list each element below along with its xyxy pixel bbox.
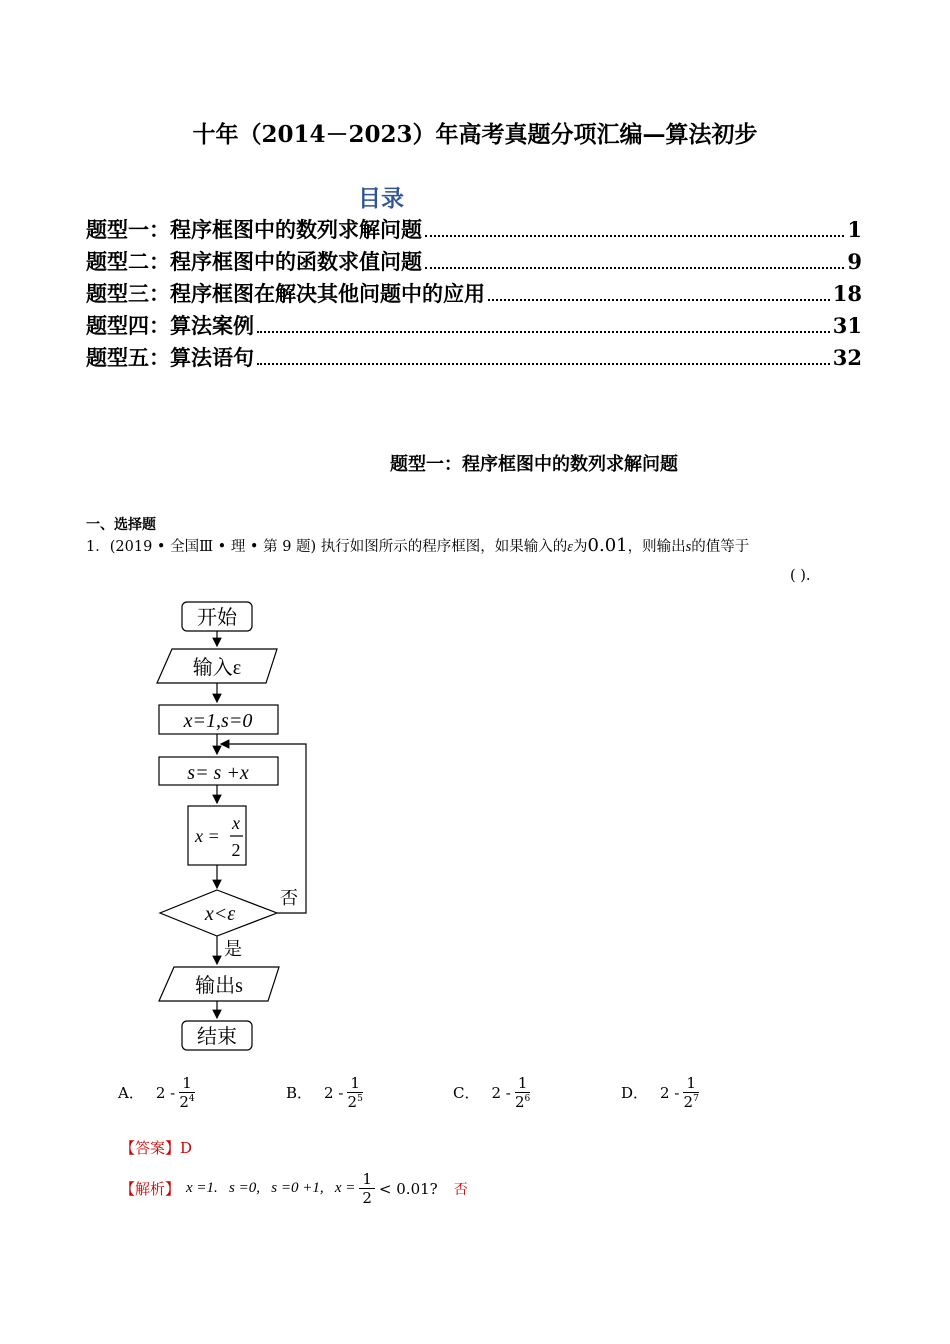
option-whole: 2 - xyxy=(324,1083,344,1102)
option-whole: 2 - xyxy=(660,1083,680,1102)
toc-item-page: 1 xyxy=(847,217,862,242)
analysis-result: 否 xyxy=(453,1181,468,1198)
toc-item-label: 题型四：算法案例 xyxy=(86,313,254,338)
condition-label: x<ε xyxy=(204,903,236,925)
question-number: 1． xyxy=(86,539,110,555)
flowchart xyxy=(150,598,320,1058)
option-b[interactable] xyxy=(286,1074,363,1111)
toc-item-label: 题型五：算法语句 xyxy=(86,345,254,370)
option-base: 2 xyxy=(515,1093,525,1111)
toc-item[interactable] xyxy=(86,342,862,374)
answer-tag: 【答案】 xyxy=(120,1139,181,1157)
no-label: 否 xyxy=(280,888,298,908)
option-whole: 2 - xyxy=(491,1083,511,1102)
option-numerator: 1 xyxy=(347,1074,363,1093)
update-x-den: 2 xyxy=(231,840,241,860)
yes-label: 是 xyxy=(224,939,242,959)
start-label: 开始 xyxy=(197,607,237,629)
sub-heading: 一、选择题 xyxy=(86,517,156,533)
option-d[interactable] xyxy=(621,1074,699,1111)
output-label: 输出s xyxy=(195,975,243,997)
option-fraction xyxy=(515,1074,531,1111)
update-x-lhs: x = xyxy=(195,826,220,846)
toc-item-page: 18 xyxy=(832,281,862,306)
option-whole: 2 - xyxy=(155,1083,176,1102)
question-text xyxy=(86,536,856,557)
epsilon-symbol: ε xyxy=(567,539,574,555)
toc-leader xyxy=(425,235,844,237)
toc-leader xyxy=(488,299,830,301)
option-numerator: 1 xyxy=(683,1074,699,1093)
option-numerator: 1 xyxy=(515,1074,531,1093)
toc-item[interactable] xyxy=(86,278,862,310)
option-a[interactable] xyxy=(118,1074,195,1111)
answer-line xyxy=(120,1137,192,1158)
option-exponent: 5 xyxy=(357,1094,363,1104)
option-exponent: 7 xyxy=(693,1094,699,1104)
analysis-line xyxy=(120,1170,468,1207)
toc-heading: 目录 xyxy=(358,185,404,212)
analysis-numerator: 1 xyxy=(359,1170,375,1189)
option-label: C． xyxy=(453,1084,480,1102)
analysis-denominator: 2 xyxy=(362,1189,372,1207)
var-s: s xyxy=(685,539,692,555)
toc-leader xyxy=(257,363,830,365)
section-title: 题型一：程序框图中的数列求解问题 xyxy=(390,454,678,475)
update-x-num: x xyxy=(232,813,240,833)
toc-leader xyxy=(425,267,844,269)
analysis-part1: x =1. s =0, s =0 +1, x = xyxy=(186,1180,356,1196)
option-base: 2 xyxy=(347,1093,358,1111)
question-text-end: 的值等于 xyxy=(691,539,750,555)
toc-item-label: 题型一：程序框图中的数列求解问题 xyxy=(86,217,422,242)
option-denominator xyxy=(684,1093,699,1111)
option-c[interactable] xyxy=(453,1074,530,1111)
toc-item-page: 32 xyxy=(832,345,862,370)
toc-item-label: 题型二：程序框图中的函数求值问题 xyxy=(86,249,422,274)
init-label: x=1,s=0 xyxy=(183,710,253,732)
answer-blank: ( ). xyxy=(790,568,811,584)
option-base: 2 xyxy=(683,1093,694,1111)
end-label: 结束 xyxy=(197,1026,237,1048)
option-exponent: 6 xyxy=(524,1094,531,1104)
analysis-fraction xyxy=(359,1170,375,1207)
option-base: 2 xyxy=(179,1093,189,1111)
input-value: 0.01 xyxy=(587,535,628,556)
question-source: (2019 • 全国Ⅲ • 理 • 第 9 题) 执行如图所示的程序框图，如果输入的 xyxy=(109,539,568,555)
option-denominator xyxy=(348,1093,363,1111)
answer-value: D xyxy=(180,1139,193,1157)
toc-item-page: 31 xyxy=(832,313,862,338)
toc-item[interactable] xyxy=(86,214,862,246)
option-fraction xyxy=(347,1074,363,1111)
option-fraction xyxy=(179,1074,195,1111)
update-s-label: s= s +x xyxy=(187,762,249,784)
option-label: B． xyxy=(286,1084,313,1102)
analysis-part2: < 0.01? xyxy=(378,1179,438,1198)
option-fraction xyxy=(683,1074,699,1111)
toc-item[interactable] xyxy=(86,246,862,278)
option-numerator: 1 xyxy=(179,1074,195,1093)
question-text-mid: 为 xyxy=(573,539,588,555)
analysis-tag: 【解析】 xyxy=(120,1180,181,1198)
toc-item[interactable] xyxy=(86,310,862,342)
option-exponent: 4 xyxy=(188,1094,195,1104)
document-title: 十年（2014－2023）年高考真题分项汇编—算法初步 xyxy=(192,121,758,148)
toc-leader xyxy=(257,331,830,333)
option-denominator xyxy=(515,1093,530,1111)
toc-item-label: 题型三：程序框图在解决其他问题中的应用 xyxy=(86,281,485,306)
toc-item-page: 9 xyxy=(847,249,862,274)
option-label: D． xyxy=(621,1084,649,1102)
input-label: 输入ε xyxy=(192,657,242,679)
option-denominator xyxy=(179,1093,194,1111)
option-label: A． xyxy=(118,1084,144,1102)
question-text-after: ，则输出 xyxy=(627,539,686,555)
